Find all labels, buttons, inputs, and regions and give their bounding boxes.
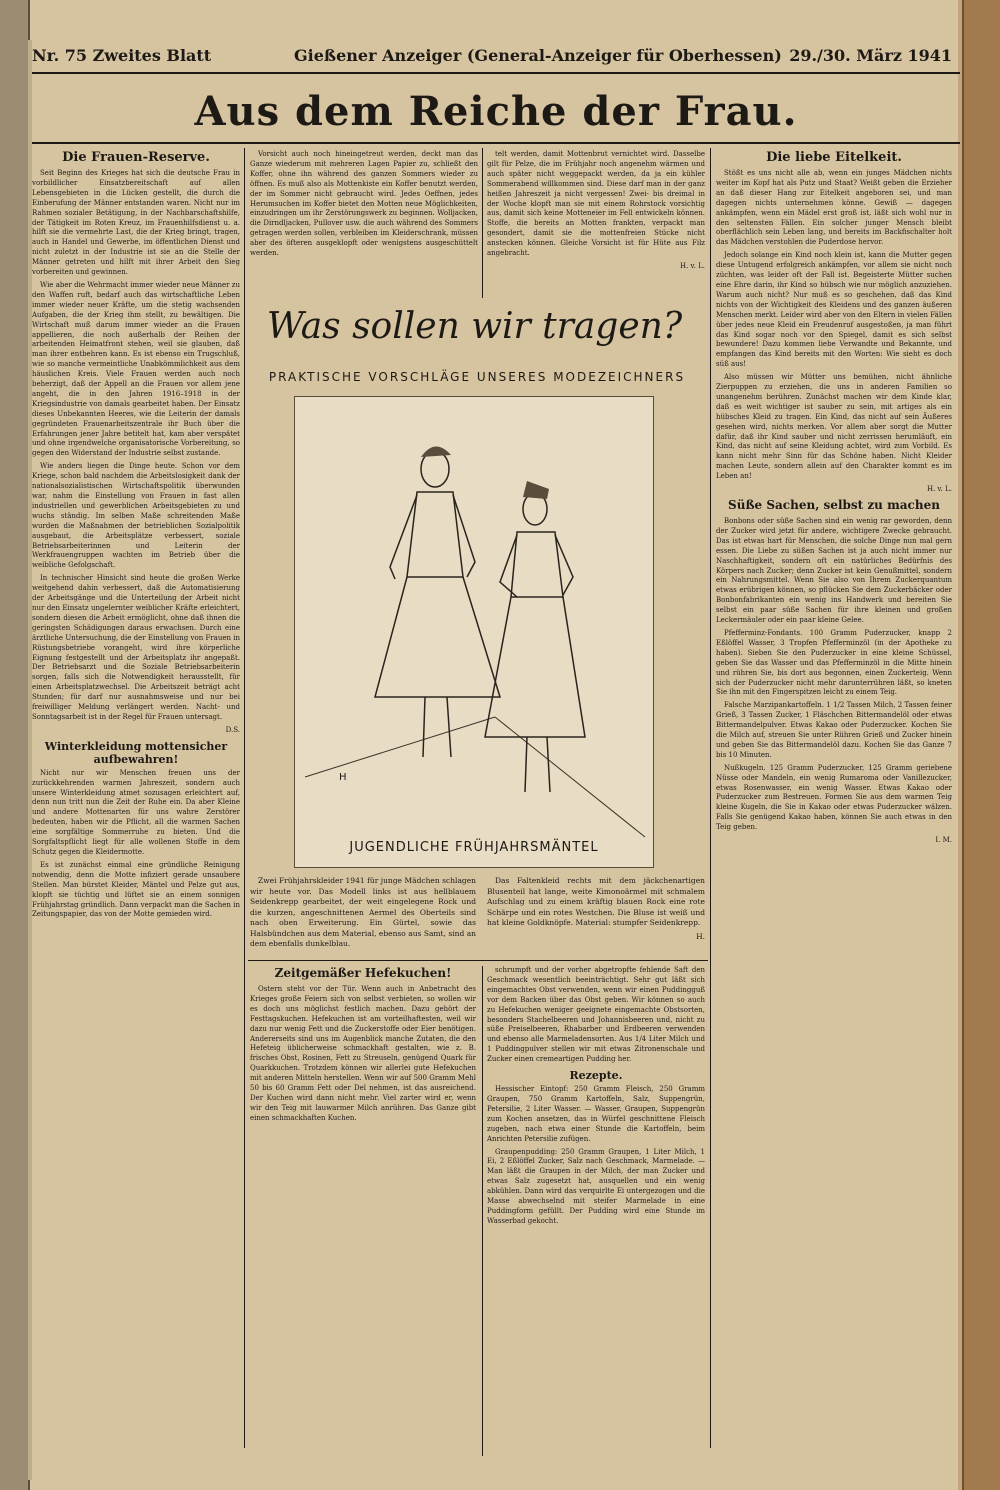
section-rule [248, 960, 708, 961]
middle-bottom-column-1 [250, 966, 476, 1456]
article-paragraph: In technischer Hinsicht sind heute die großen Werke weitgehend dahin verbessert, daß die Automatisierung der Arbeitsgänge und die Unterteilung der Arbeit nicht nur den Einsatz ungelernter weiblicher Kräfte erleichtert, sondern diesen die Arbeit ermöglicht, ohne daß ihnen die geringsten Schädigungen daraus erwachsen. Durch eine ärztliche Untersuchung, die der Einstellung von Frauen in Rüstungsbetriebe vorangeht, wird ihre körperliche Eignung festgestellt und der Arbeitsplatz ihr angepaßt. Der Betriebsarzt und die Soziale Betriebsarbeiterin sorgen, falls sich die Notwendigkeit herausstellt, für einen Arbeitsplatzwechsel. Die Arbeitszeit beträgt acht Stunden; für darf nur ausnahmsweise und nur bei freiwilliger Meldung verlängert werden. Nacht- und Sonntagsarbeit ist in der Regel für Frauen untersagt. [32, 574, 240, 721]
fashion-caption-left [250, 876, 476, 956]
binding-edge [0, 0, 30, 1490]
right-column [716, 150, 952, 1450]
article-signature: I. M. [935, 836, 952, 845]
caption-text: Zwei Frühjahrskleider 1941 für junge Mädchen schlagen wir heute vor. Das Modell links ist aus hellblauem Seidenkrepp gearbeitet, der weit eingelegene Rock und die kurzen, angeschnittenen Aermel des Oberteils sind nach oben Erweiterung. Ein Gürtel, sowie das Halsbündchen aus dem Material, ebenso aus Samt, sind an dem ebenfalls dunkelblau. [250, 876, 476, 948]
article-title: Winterkleidung mottensicher aufbewahren! [44, 739, 228, 766]
article-paragraph: Ostern steht vor der Tür. Wenn auch in Anbetracht des Krieges große Feiern sich von selbst verbieten, so wollen wir es doch uns möglichst festlich machen. Dazu gehört der Festtagskuchen. Hefekuchen ist am vorteilhaftesten, weil wir dazu nur wenig Fett und die Zuckerstoffe oder Eier benötigen. Andererseits sind uns im Augenblick manche Zutaten, die den Hefeteig üblicherweise schmackhaft gestalten, wie z. B. frisches Obst, Rosinen, Fett zu Streuseln, genügend Quark für Quarkkuchen. Trotzdem können wir allerlei gute Hefekuchen mit anderen Mitteln herstellen. Wenn wir auf 500 Gramm Mehl 50 bis 60 Gramm Fett oder Del nehmen, ist das ausreichend. Der Kuchen wird dann nicht mehr. Viel zarter wird er, wenn wir den Teig mit lauwarmer Milch anrühren. Das Ganze gibt einen schmackhaften Kuchen. [250, 985, 476, 1122]
issue-date: 29./30. März 1941 [789, 46, 952, 65]
article-title: Die liebe Eitelkeit. [766, 150, 902, 165]
article-paragraph: Nicht nur wir Menschen freuen uns der zurückkehrenden warmen Jahreszeit, sondern auch unsere Winterkleidung atmet sozusagen erleichtert auf, denn nun tritt nun die Zeit der Ruhe ein. Da aber Kleine und andere Mottenarten für uns wahre Zerstörer bedeuten, haben wir die Pflicht, all die warmen Sachen eine sorgfältige Sommerruhe zu bieten. Und die Sorgfaltspflicht liegt für alle wollenen Stoffe in dem Schutz gegen die Kleidermotte. [32, 768, 240, 856]
article-paragraph: Jedoch solange ein Kind noch klein ist, kann die Mutter gegen diese Untugend erfolgreich ankämpfen, vor allem sie nicht noch züchten, was leider oft der Fall ist. Begeisterte Mütter suchen eine Ehre darin, ihr Kind so hübsch wie nur möglich anzuziehen. Warum auch nicht? Nur muß es so geschehen, daß das Kind nichts von der Wichtigkeit des Kleidens und des ganzen äußeren Menschen merkt. Leider wird aber von den Eltern in vielen Fällen über jedes neue Kleid ein Freudenruf ausgestoßen, ja man führt das Kind sogar noch vor den Spiegel, damit es sich selbst bewundere! Dazu kommen liebe Verwandte und Bekannte, und empfangen das Kind bereits mit den Worten: Wie sieht es doch süß aus! [716, 251, 952, 369]
column-rule [244, 148, 245, 1448]
article-signature: H. v. L. [926, 485, 952, 494]
left-column [32, 150, 240, 1450]
caption-signature: H. [696, 931, 705, 941]
issue-number: Nr. 75 Zweites Blatt [32, 46, 212, 65]
article-title: Zeitgemäßer Hefekuchen! [274, 966, 452, 980]
article-paragraph: Also müssen wir Mütter uns bemühen, nicht ähnliche Zierpuppen zu erziehen, die uns in anderen Familien so unangenehm berühren. Zunächst machen wir dem Kinde klar, daß es weit wichtiger ist sauber zu sein, mit artiges als ein hübsches Kleid zu tragen. Ein Kind, das nicht auf sein Äußeres gesehen wird, nichts merken. Vor allem aber sorgt die Mutter dafür, daß ihr Kind sauber und nicht zerrissen herumläuft, ein Kind, das nicht auf seine Kleidung achtet, wird zum Vorbild. Es kann nicht mehr Sinn für das Schöne haben. Nicht Kleider machen Leute, sondern allein auf den Charakter kommt es im Leben an! [716, 373, 952, 481]
recipes-title: Rezepte. [569, 1069, 623, 1083]
middle-top-column-1 [250, 150, 478, 300]
article-paragraph: Wie anders liegen die Dinge heute. Schon vor dem Kriege, schon bald nachdem die Arbeitslosigkeit dank der nationalsozialistischen Wirtschaftspolitik überwunden war, nahm die Einstellung von Frauen in fast allen industriellen und gewerblichen Arbeitsgebieten zu und wuchs ständig. Im selben Maße schreitenden Maße wurden die Maßnahmen der betrieblichen Sozialpolitik ausgebaut, die Arbeitsplätze verbessert, soziale Betriebsarbeiterinnen und Leiterin der Werkfrauengruppen wachten im Betrieb über die weibliche Gefolgschaft. [32, 462, 240, 570]
illustrator-initial: H [339, 772, 347, 783]
illustration-caption: JUGENDLICHE FRÜHJAHRSMÄNTEL [349, 840, 599, 855]
article-paragraph: Nußkugeln. 125 Gramm Puderzucker, 125 Gramm geriebene Nüsse oder Mandeln, ein wenig Rumaroma oder Vanillezucker, etwas Rosenwasser, ein wenig Wasser. Etwas Kakao oder Puderzucker zum Bestreuen. Formen Sie aus dem warmen Teig kleine Kugeln, die Sie in Kakao oder etwas Puderzucker wälzen. Falls Sie genügend Kakao haben, können Sie auch etwas in den Teig geben. [716, 763, 952, 832]
article-paragraph: Es ist zunächst einmal eine gründliche Reinigung notwendig, denn die Motte infiziert gerade unsaubere Stellen. Man bürstet Kleider, Mäntel und Pelze gut aus, klopft sie tüchtig und lüftet sie an einem sonnigen Frühjahrstag gründlich. Dann verpackt man die Sachen in Zeitungspapier, das von der Motte gemieden wird. [32, 860, 240, 919]
article-paragraph: Vorsicht auch noch hineingetreut werden, deckt man das Ganze wiederum mit mehreren Lagen Papier zu, schließt den Koffer, ohne ihn während des ganzen Sommers wieder zu öffnen. Es muß also als Mottenkiste ein Koffer benutzt werden, der im Sommer nicht gebraucht wird. Jedes Oeffnen, jedes Herumsuchen im Koffer bietet den Motten neue Möglichkeiten, einzudringen um ihr Zerstörungswerk zu beginnen. Wolljacken, die Dirndljacken, Pullover usw. die auch während des Sommers getragen werden sollen, verbleiben im Kleiderschrank, müssen aber des öfteren ausgeklopft oder wenigstens ausgeschüttelt werden. [250, 150, 478, 258]
column-rule [710, 148, 711, 1448]
recipe-text: Graupenpudding: 250 Gramm Graupen, 1 Liter Milch, 1 Ei, 2 Eßlöffel Zucker, Salz nach Geschmack, Marmelade. — Man läßt die Graupen in der Milch, der man Zucker und etwas Salz zugesetzt hat, ausquellen und ein wenig abkühlen. Dann wird das verquirlte Ei untergezogen und die Masse abwechselnd mit steifer Marmelade in eine Puddingform gefüllt. Der Pudding wird eine Stunde im Wasserbad gekocht. [487, 1147, 705, 1225]
column-rule [482, 148, 483, 298]
fashion-subtitle: PRAKTISCHE VORSCHLÄGE UNSERES MODEZEICHNERS [268, 370, 686, 384]
title-rule [32, 142, 960, 144]
article-signature: D.S. [225, 725, 240, 734]
article-paragraph: Bonbons oder süße Sachen sind ein wenig rar geworden, denn der Zucker wird jetzt für andere, wichtigere Zwecke gebraucht. Das ist etwas hart für Menschen, die solche Dinge nun mal gern essen. Die Liebe zu süßen Sachen ist ja auch nicht immer nur Naschhaftigkeit, sondern oft ein natürliches Bedürfnis des Körpers nach Zucker; denn Zucker ist kein Genußmittel, sondern ein Nahrungsmittel. Wenn Sie also von Ihrem Zuckerquantum etwas erübrigen können, so pflücken Sie dem Zuckerbäcker oder Bonbonfabrikanten ein wenig ins Handwerk und bereiten Sie selbst ein paar süße Sachen für ihre kleinen und großen Leckermäuler oder ein paar kleine Gelee. [716, 517, 952, 625]
article-title: Süße Sachen, selbst zu machen [728, 498, 940, 512]
article-paragraph: Pfefferminz-Fondants. 100 Gramm Puderzucker, knapp 2 Eßlöffel Wasser, 3 Tropfen Pfefferminzöl (in der Apotheke zu haben). Sieben Sie den Puderzucker in eine kleine Schüssel, geben Sie das Wasser und das Pfefferminzöl in die Mitte hinein und rühren Sie, bis dort aus begonnen, einen Zuckerteig. Wenn sich der Puderzucker nicht mehr darunterrühren läßt, so kneten Sie ihn mit den Fingerspitzen leicht zu einem Teig. [716, 628, 952, 697]
middle-bottom-column-2 [487, 966, 705, 1456]
newspaper-name: Gießener Anzeiger (General-Anzeiger für Oberhessen) [294, 46, 782, 65]
masthead [32, 38, 960, 74]
article-paragraph: Wie aber die Wehrmacht immer wieder neue Männer zu den Waffen ruft, bedarf auch das wirtschaftliche Leben immer wieder neuer Kräfte, um die stetig wachsenden Aufgaben, die der Krieg ihm stellt, zu bewältigen. Die Wirtschaft muß darum immer wieder an die Frauen appellieren, die noch außerhalb der Reihen der arbeitenden Heimatfront stehen, weil sie glauben, daß man ihrer entbehren kann. Es ist ebenso ein Trugschluß, wie so manche vermeintliche Unabkömmlichkeit aus dem häuslichen Kreis. Viele Frauen werden auch noch beherzigt, daß der Appell an die Frauen vor allem jene angeht, die in den Jahren 1916–1918 in der Kriegsindustrie von damals gearbeitet haben. Der Einsatz dieses Unbekannten Heeres, wie die Leiterin der damals gegründeten Frauenarbeitszentrale ihr Buch über die Erfahrungen jener Jahre betitelt hat, kam aber verspätet und ohne irgendwelche organisatorische Vorbereitung, so gegen den Widerstand der Industrie selbst zustande. [32, 280, 240, 458]
article-title: Die Frauen-Reserve. [62, 150, 210, 165]
fashion-caption-right [487, 876, 705, 956]
article-paragraph: Seit Beginn des Krieges hat sich die deutsche Frau in vorbildlicher Einsatzbereitschaft auf allen Lebensgebieten in die Lücken gestellt, die durch die Einberufung der Männer entstanden waren. Nicht nur im Rahmen sozialer Betätigung, in der Nachbarschaftshilfe, der Tätigkeit im Roten Kreuz, im Frauenhilfsdienst u. a. hilft sie die vermehrte Last, die der Krieg bringt, tragen, auch in Handel und Gewerbe, im öffentlichen Dienst und nicht zuletzt in der Industrie ist sie an die Stelle der Männer getreten und hilft mit ihrer Arbeit den Sieg vorbereiten und gewinnen. [32, 169, 240, 277]
fashion-illustration [294, 396, 654, 868]
article-signature: H. v. L. [679, 261, 705, 270]
caption-text: Das Faltenkleid rechts mit dem jäckchenartigen Blusenteil hat lange, weite Kimonoärmel mit schmalem Aufschlag und zu einem kräftig blauen Rock eine rote Schärpe und ein rotes Westchen. Die Bluse ist weiß und hat kleine Goldknöpfe. Material: stumpfer Seidenkrepp. [487, 876, 705, 927]
article-paragraph: Stößt es uns nicht alle ab, wenn ein junges Mädchen nichts weiter im Kopf hat als Putz und Staat? Weißt geben die Erzieher an daß dieser Hang zur Eitelkeit angeboren sei, und man dagegen nichts unternehmen könne. Gewiß — dagegen ankämpfen, wenn ein Mädel erst groß ist, läßt sich wohl nur in den seltensten Fällen. Ein solcher junger Mensch bleibt oberflächlich sein Leben lang, und bereits im Backfischalter holt das Mädchen verstohlen die Puderdose hervor. [716, 169, 952, 247]
newspaper-sheet [32, 38, 960, 1478]
article-paragraph: schrumpft und der vorher abgetropfte fehlende Saft den Geschmack wesentlich beeinträchtigt. Sehr gut läßt sich eingemachtes Obst verwenden, wenn wir einen Puddingguß vor dem Backen über das Obst geben. Wir können so auch zu Hefekuchen weniger geeignete eingemachte Obstsorten, besonders Stachelbeeren und Johannisbeeren und, nicht zu süße Preiselbeeren, Rhabarber und Erdbeeren verwenden und ebenso alle Marmeladensorten. Aus 1/4 Liter Milch und 1 Puddingpulver stellen wir mit etwas Zitronenschale und Zucker einen cremeartigen Pudding her. [487, 966, 705, 1064]
middle-top-column-2 [487, 150, 705, 300]
page-title: Aus dem Reiche der Frau. [194, 88, 798, 135]
recipe-text: Hessischer Eintopf: 250 Gramm Fleisch, 250 Gramm Graupen, 750 Gramm Kartoffeln, Salz, Suppengrün, Petersilie, 2 Liter Wasser. — Wasser, Graupen, Suppengrün zum Kochen ansetzen, das in Würfel geschnittene Fleisch zugeben, nach etwa einer Stunde die Kartoffeln, beim Anrichten Petersilie zufügen. [487, 1085, 705, 1143]
column-rule [482, 966, 483, 1456]
fashion-sketch [295, 397, 653, 867]
page-edge [962, 0, 1000, 1490]
fashion-title: Was sollen wir tragen? [266, 306, 683, 347]
article-paragraph: Falsche Marzipankartoffeln. 1 1/2 Tassen Milch, 2 Tassen feiner Grieß, 3 Tassen Zucker, 1 Fläschchen Bittermandelöl oder etwas Bittermandelpulver. Etwas Kakao oder Puderzucker. Kochen Sie die Milch auf, streuen Sie unter Rühren Grieß und Zucker hinein und geben Sie das Bittermandelöl dazu. Kochen Sie das Ganze 7 bis 10 Minuten. [716, 701, 952, 759]
article-paragraph: telt werden, damit Mottenbrut vernichtet wird. Dasselbe gilt für Pelze, die im Frühjahr noch angenehm wärmen und auch später nicht weggepackt werden, da ja ein kühler Sommerabend willkommen sind. Diese darf man in der ganz heißen Jahreszeit ja nicht vergessen! Zwei- bis dreimal in der Woche klopft man sie mit einem Rohrstock vorsichtig aus, damit sich keine Motteneier im Fell entwickeln können. Stoffe, die bereits an Motten frankten, verpackt man gesondert, damit sie die mottenfreien Stücke nicht anstecken können. Gleiche Vorsicht ist für Hüte aus Filz angebracht. [487, 150, 705, 258]
